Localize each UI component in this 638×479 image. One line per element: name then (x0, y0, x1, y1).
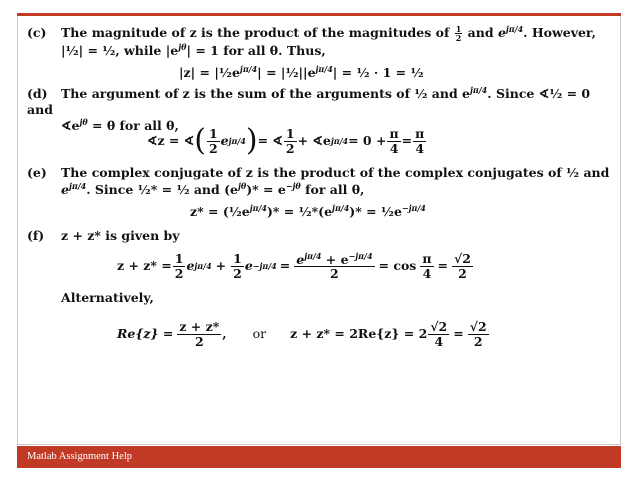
part-d-equation: ∢z = ∢ ( 1 2 e jπ/4 ) = ∢ 1 2 + ∢e jπ/4 = 0 + $\frac{\pi}{4}$ = $\frac{\pi}{4}$ (147, 123, 425, 158)
part-e-line1: (e) The complex conjugate of z is the product of the complex conjugates of ½ and (27, 165, 610, 180)
part-e-line2: $e^{j\pi/4}$. Since ½* = ½ and $(e^{j\theta})* = e^{-j\theta}$ for all θ, (61, 180, 365, 197)
part-f (27, 228, 612, 244)
part-c-equation: $|z| = |\frac{1}{2}e^{j\pi/4}|$ = $|\frac{1}{2}||e^{j\pi/4}|$ = ½ · 1 = ½ (179, 64, 424, 81)
footer-title: Matlab Assignment Help (27, 451, 132, 462)
part-e-equation: $z* = (\frac{1}{2}e^{j\pi/4})*$ = $\frac{1}{2}*(e^{j\pi/4})*$ = $\frac{1}{2}e^{-j\pi/4}$ (190, 203, 426, 220)
part-c-line1: (c) The magnitude of z is the product of the magnitudes of $\frac{1}{2}$ and $e^{j\pi/4}$. However, (27, 24, 596, 44)
part-e (27, 165, 612, 197)
slide-top-accent (17, 13, 621, 16)
part-c-line2: |½| = ½, while $|e^{j\theta}| = 1$ for all θ. Thus, (61, 42, 326, 59)
slide-content (27, 22, 612, 432)
part-d-label: (d) (27, 86, 48, 102)
part-e-label: (e) (27, 165, 47, 180)
part-f-label: (f) (27, 228, 45, 243)
part-f-line1: (f) z + z* is given by (27, 228, 180, 243)
part-c-label: (c) (27, 25, 47, 41)
part-d-line2: $∢e^{j\theta} = \theta$ for all θ, (61, 117, 179, 134)
part-d-line1: (d) The argument of z is the sum of the arguments of ½ and $e^{j\pi/4}$. Since ∢½ = 0 and (27, 85, 591, 117)
part-f-alternative-equation: Re{z} = $\frac{z + z*}{2}$ , or z + z* = 2Re{z} = 2 $\frac{√2}{4}$ = $\frac{√2}{2}$ (117, 319, 487, 349)
part-f-equation: z + z* = $\frac{1}{2}$ e jπ/4 + $\frac{1}{2}$ e −jπ/4 = $e^{j\pi/4} + e^{-j\pi/4}$ 2 = cos $\frac{\pi}{4}$ = $\frac{√2}{2}$ (117, 250, 471, 282)
part-c (27, 24, 612, 59)
alternatively-text: Alternatively, (61, 290, 154, 305)
fraction-half: $\frac{1}{2}$ (455, 24, 462, 44)
slide-footer (17, 446, 621, 468)
